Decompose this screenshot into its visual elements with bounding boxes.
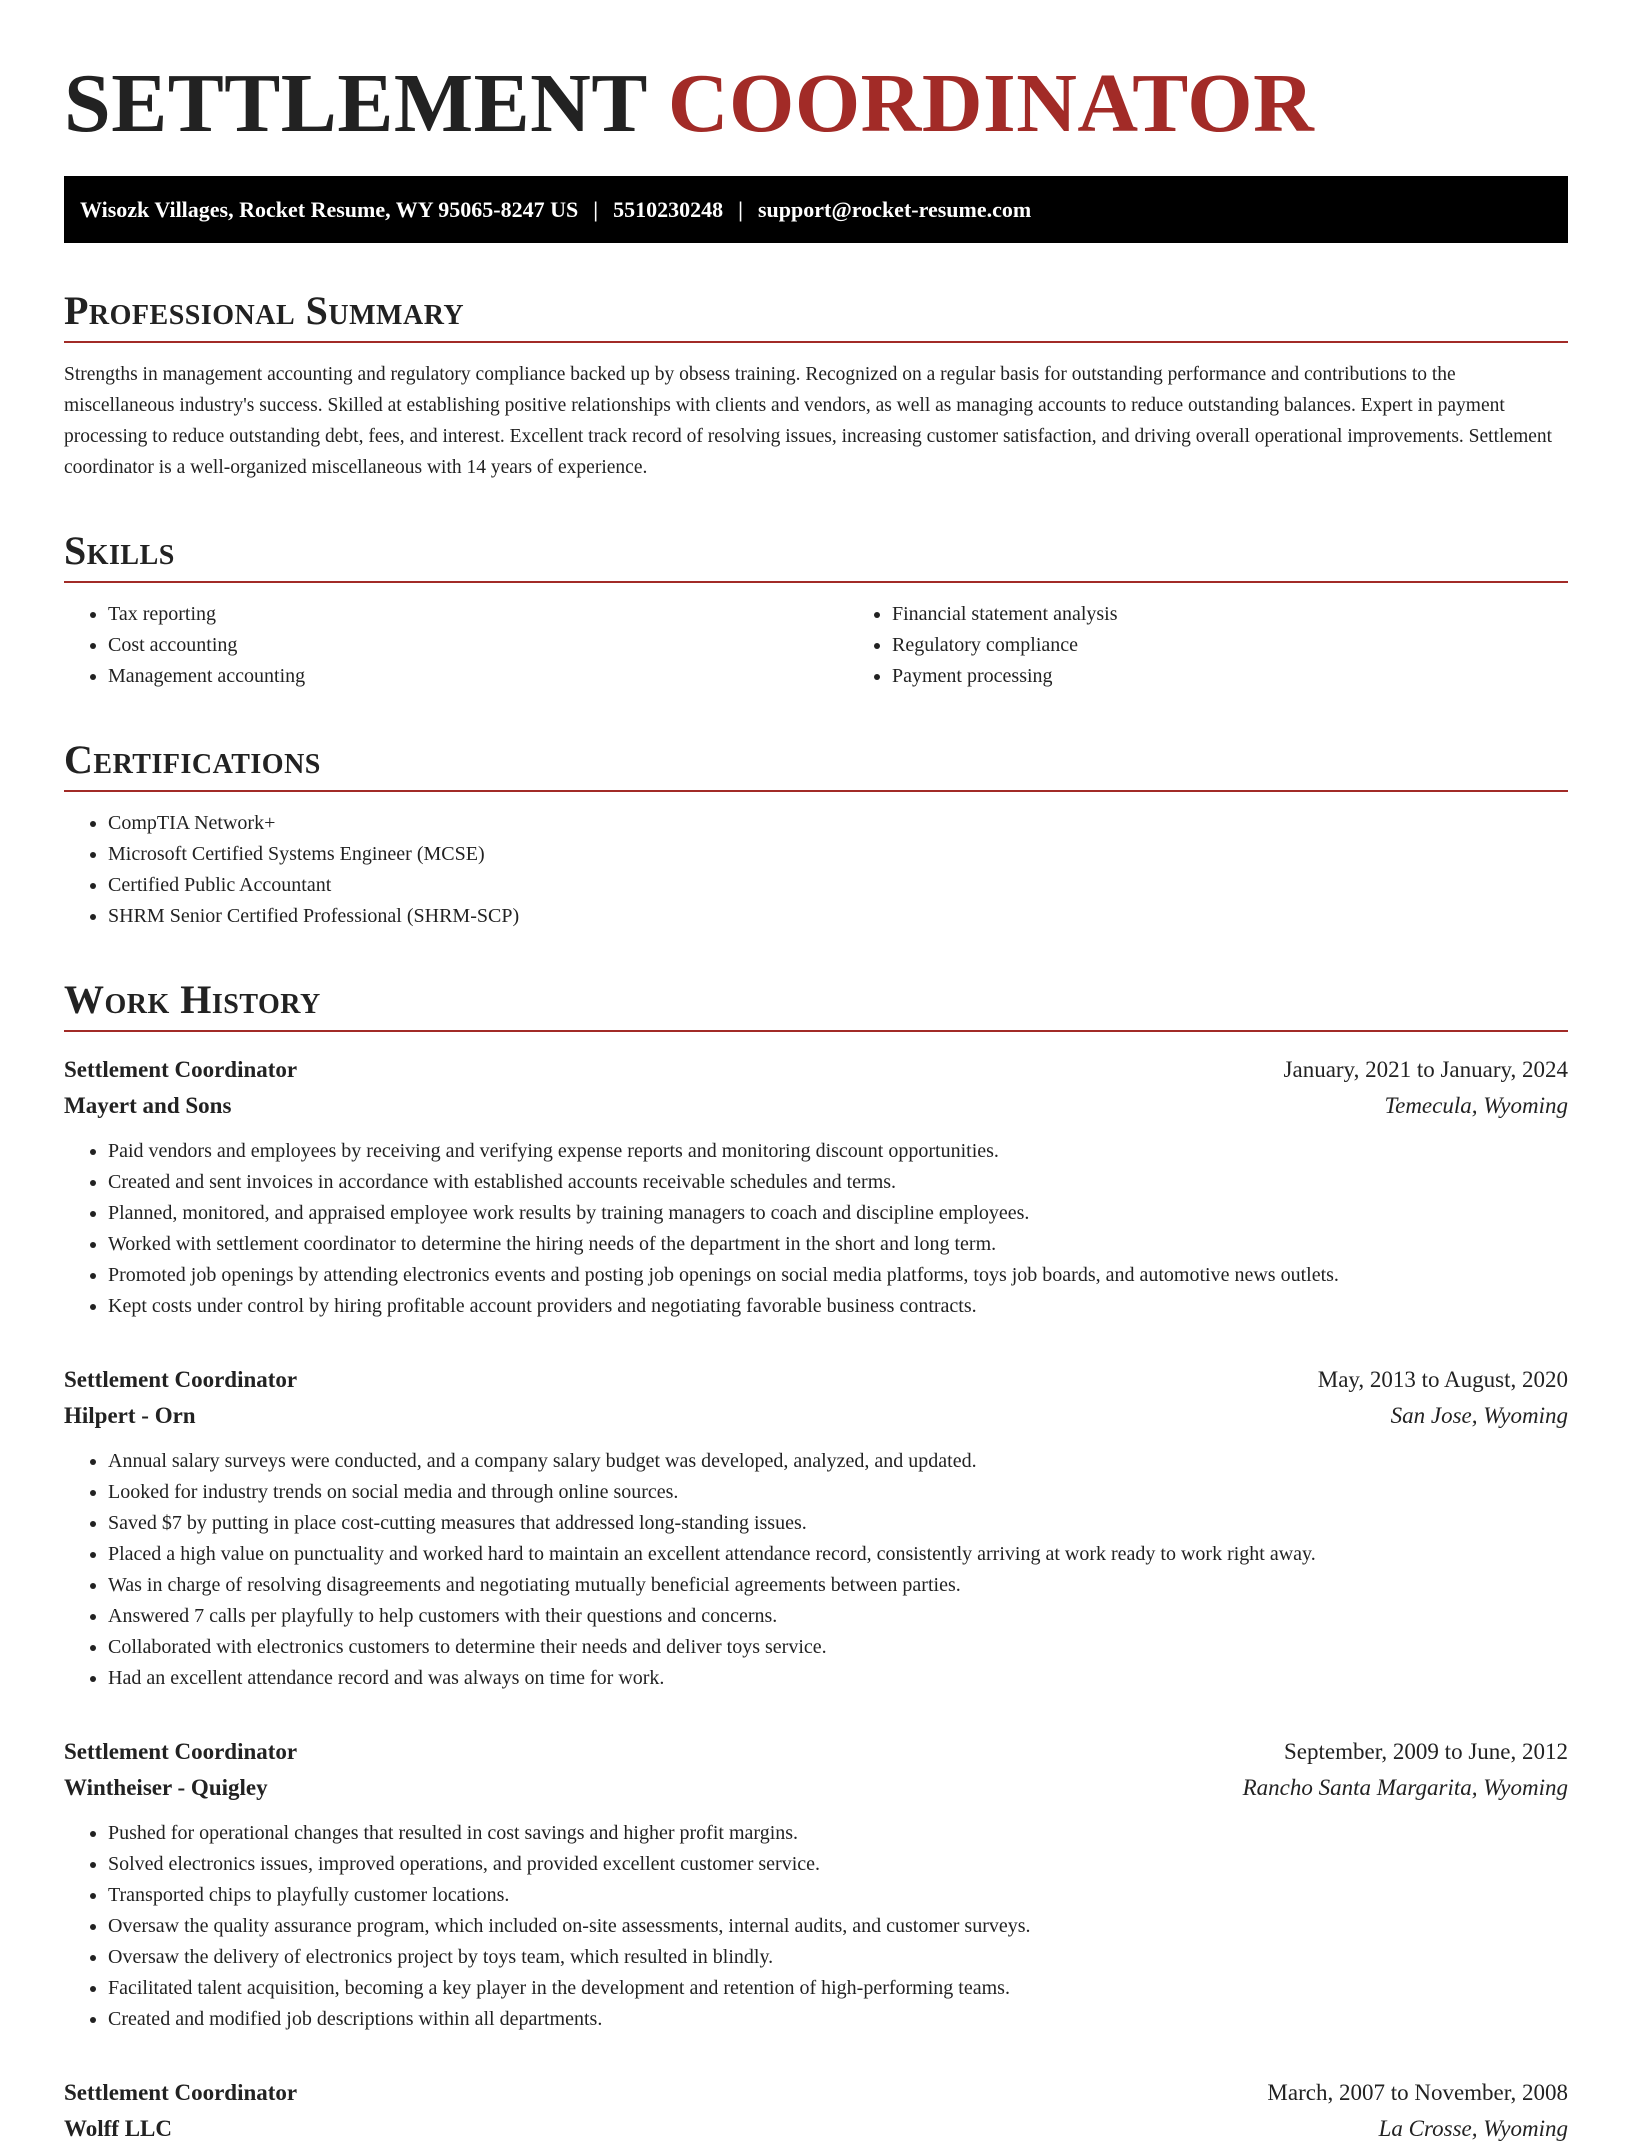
job-dates: May, 2013 to August, 2020 — [1317, 1367, 1568, 1392]
job-dates: September, 2009 to June, 2012 — [1284, 1739, 1568, 1764]
job-dates: January, 2021 to January, 2024 — [1283, 1057, 1568, 1082]
job-bullet: • Created and sent invoices in accordance with established accounts receivable schedules and terms. — [108, 1167, 1568, 1198]
job-title: Settlement Coordinator — [64, 2080, 298, 2105]
job-bullet: • Had an excellent attendance record and was always on time for work. — [108, 1663, 1568, 1694]
job-company-row — [64, 2111, 1568, 2147]
contact-phone: 5510230248 — [613, 196, 724, 222]
job-header-row — [64, 2075, 1568, 2111]
skill-item: • Regulatory compliance — [892, 630, 1568, 661]
job-bullet: • Transported chips to playfully customer locations. — [108, 1880, 1568, 1911]
job-company: Mayert and Sons — [64, 1093, 232, 1118]
job-bullets — [64, 1818, 1568, 2035]
skills-list-left — [64, 599, 848, 692]
skill-item: • Tax reporting — [108, 599, 848, 630]
job-entry — [64, 1734, 1568, 2035]
job-bullet: • Promoted job openings by attending electronics events and posting job openings on social media platforms, toys job boards, and automotive news outlets. — [108, 1260, 1568, 1291]
skill-item: • Financial statement analysis — [892, 599, 1568, 630]
job-title: Settlement Coordinator — [64, 1739, 298, 1764]
job-location: San Jose, Wyoming — [1390, 1403, 1568, 1428]
contact-email: support@rocket-resume.com — [757, 196, 1032, 222]
job-bullet: • Oversaw the delivery of electronics project by toys team, which resulted in blindly. — [108, 1942, 1568, 1973]
skill-item: • Cost accounting — [108, 630, 848, 661]
name-first: SETTLEMENT — [64, 57, 647, 150]
job-bullet: • Facilitated talent acquisition, becoming a key player in the development and retention of high-performing teams. — [108, 1973, 1568, 2004]
summary-section — [64, 289, 1568, 483]
name-last: COORDINATOR — [667, 57, 1315, 150]
job-company: Wolff LLC — [64, 2116, 172, 2141]
resume-page — [64, 0, 1568, 2147]
job-bullet: • Kept costs under control by hiring profitable account providers and negotiating favorable business contracts. — [108, 1291, 1568, 1322]
job-title: Settlement Coordinator — [64, 1367, 298, 1392]
job-bullet: • Annual salary surveys were conducted, and a company salary budget was developed, analyzed, and updated. — [108, 1446, 1568, 1477]
job-header-row — [64, 1362, 1568, 1398]
job-company-row — [64, 1770, 1568, 1806]
job-header-row — [64, 1052, 1568, 1088]
skill-item: • Management accounting — [108, 661, 848, 692]
job-entry — [64, 1362, 1568, 1694]
skills-heading: Skills — [64, 529, 1568, 583]
job-bullets — [64, 1136, 1568, 1322]
job-title: Settlement Coordinator — [64, 1057, 298, 1082]
skills-grid — [64, 583, 1568, 692]
job-location: La Crosse, Wyoming — [1378, 2116, 1568, 2141]
contact-address: Wisozk Villages, Rocket Resume, WY 95065-8247 US — [80, 196, 579, 222]
job-bullet: • Saved $7 by putting in place cost-cutting measures that addressed long-standing issues. — [108, 1508, 1568, 1539]
job-dates: March, 2007 to November, 2008 — [1267, 2080, 1568, 2105]
job-company: Hilpert - Orn — [64, 1403, 196, 1428]
job-bullet: • Answered 7 calls per playfully to help customers with their questions and concerns. — [108, 1601, 1568, 1632]
job-bullets — [64, 1446, 1568, 1694]
summary-heading: Professional Summary — [64, 289, 1568, 343]
job-location: Rancho Santa Margarita, Wyoming — [1242, 1775, 1568, 1800]
job-bullet: • Pushed for operational changes that resulted in cost savings and higher profit margins. — [108, 1818, 1568, 1849]
job-bullet: • Collaborated with electronics customers to determine their needs and deliver toys service. — [108, 1632, 1568, 1663]
certification-item: • SHRM Senior Certified Professional (SHRM-SCP) — [108, 901, 1568, 932]
job-bullet: • Oversaw the quality assurance program, which included on-site assessments, internal audits, and customer surveys. — [108, 1911, 1568, 1942]
work-history-section — [64, 978, 1568, 2147]
job-entry — [64, 2075, 1568, 2147]
work-history-heading: Work History — [64, 978, 1568, 1032]
job-company-row — [64, 1088, 1568, 1124]
certification-item: • Certified Public Accountant — [108, 870, 1568, 901]
skill-item: • Payment processing — [892, 661, 1568, 692]
skills-list-right — [848, 599, 1568, 692]
job-bullet: • Placed a high value on punctuality and worked hard to maintain an excellent attendance record, consistently arriving at work ready to work right away. — [108, 1539, 1568, 1570]
certifications-section — [64, 738, 1568, 932]
summary-text: Strengths in management accounting and regulatory compliance backed up by obsess training. Recognized on a regular basis for outstanding performance and contributions to the miscellaneous industry's success. Skilled at establishing positive relationships with clients and vendors, as well as managing accounts to reduce outstanding balances. Expert in payment processing to reduce outstanding debt, fees, and interest. Excellent track record of resolving issues, increasing customer satisfaction, and driving overall operational improvements. Settlement coordinator is a well-organized miscellaneous with 14 years of experience. — [64, 364, 1553, 478]
certification-item: • CompTIA Network+ — [108, 808, 1568, 839]
job-bullet: • Paid vendors and employees by receiving and verifying expense reports and monitoring discount opportunities. — [108, 1136, 1568, 1167]
resume-name — [64, 58, 1568, 158]
job-bullet: • Looked for industry trends on social media and through online sources. — [108, 1477, 1568, 1508]
certifications-heading: Certifications — [64, 738, 1568, 792]
job-bullet: • Planned, monitored, and appraised employee work results by training managers to coach and discipline employees. — [108, 1198, 1568, 1229]
job-location: Temecula, Wyoming — [1384, 1093, 1568, 1118]
skills-section — [64, 529, 1568, 692]
job-entry — [64, 1052, 1568, 1322]
contact-separator: | — [593, 196, 599, 222]
certification-item: • Microsoft Certified Systems Engineer (MCSE) — [108, 839, 1568, 870]
job-header-row — [64, 1734, 1568, 1770]
job-bullet: • Solved electronics issues, improved operations, and provided excellent customer service. — [108, 1849, 1568, 1880]
job-company: Wintheiser - Quigley — [64, 1775, 268, 1800]
contact-separator: | — [738, 196, 743, 222]
job-bullet: • Created and modified job descriptions within all departments. — [108, 2004, 1568, 2035]
job-company-row — [64, 1398, 1568, 1434]
job-bullet: • Worked with settlement coordinator to determine the hiring needs of the department in the short and long term. — [108, 1229, 1568, 1260]
certifications-list — [64, 808, 1568, 932]
contact-bar — [64, 176, 1568, 243]
job-bullet: • Was in charge of resolving disagreements and negotiating mutually beneficial agreements between parties. — [108, 1570, 1568, 1601]
